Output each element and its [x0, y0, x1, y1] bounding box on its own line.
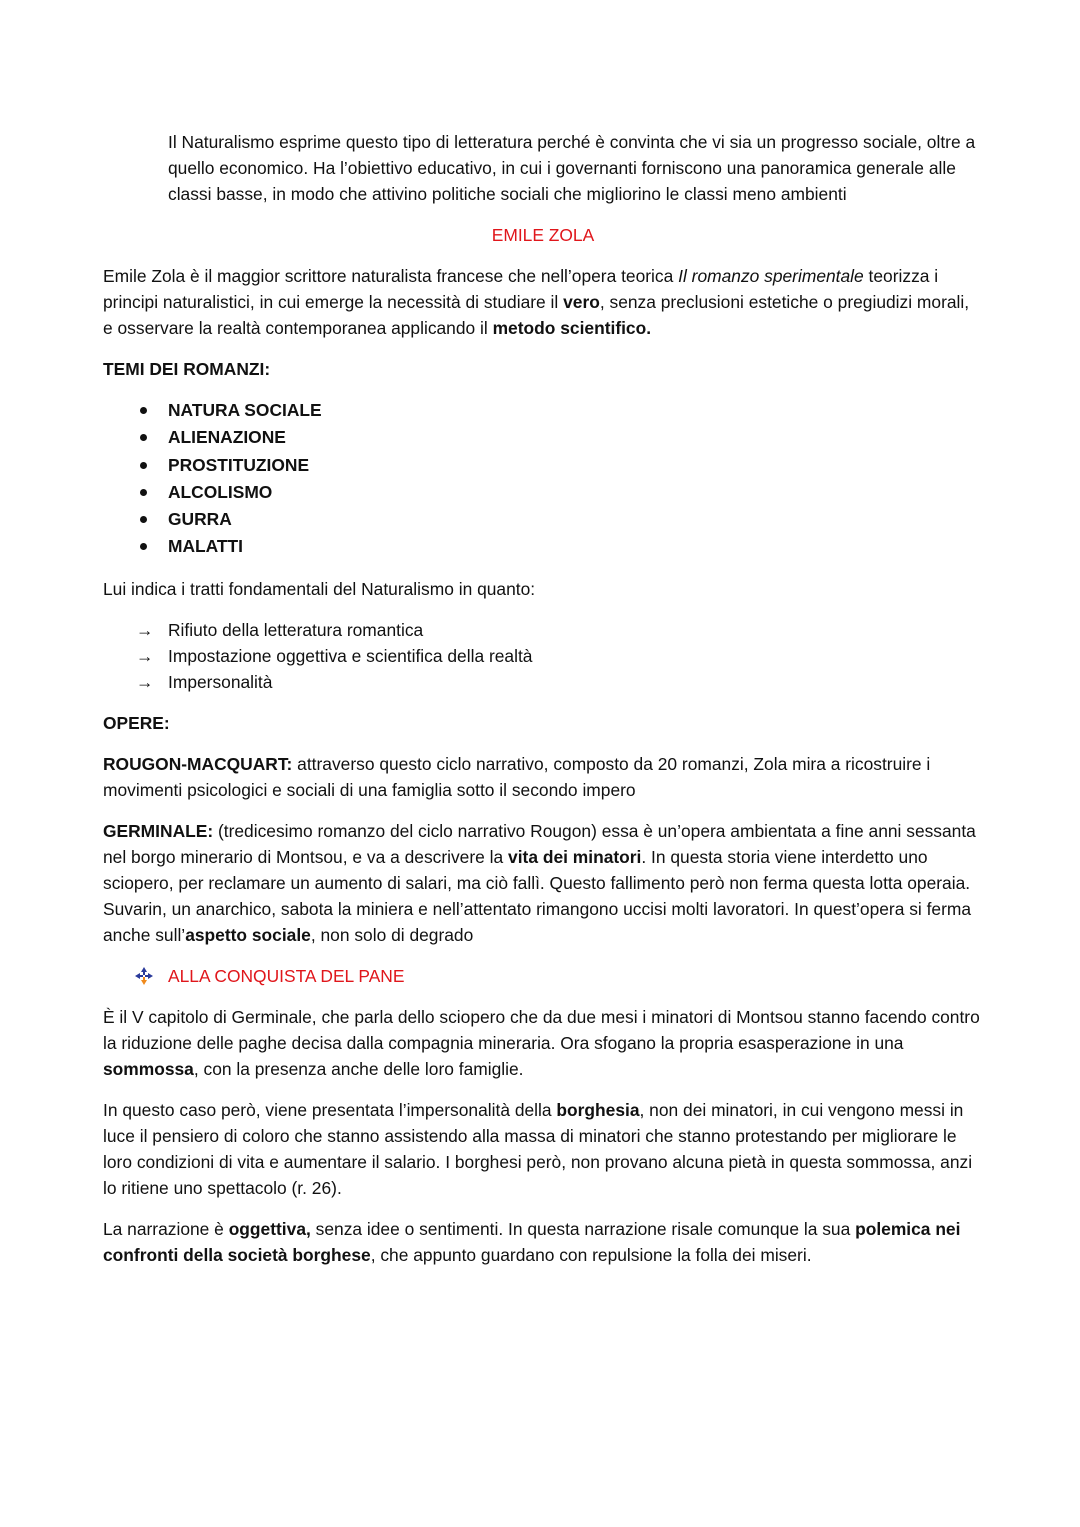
arrow-right-icon: →	[136, 645, 154, 666]
traits-intro: Lui indica i tratti fondamentali del Naturalismo in quanto:	[103, 578, 536, 599]
germinale-paragraph: GERMINALE: (tredicesimo romanzo del ciclo narrativo Rougon) essa è un’opera ambientata a fine anni sessanta nel borgo minerario di Montsou, e va a descrivere la vita dei minatori. In questa storia viene interdetto uno sciopero, per reclamare un aumento di salari, ma ciò fallì. Questo fallimento però non ferma questa lotta operaia. Suvarin, un anarchico, sabota la miniera e nell’attentato rimangono uccisi molti lavoratori. In quest’opera si ferma anche sull’aspetto sociale, non solo di degrado	[103, 820, 976, 945]
list-item: → Impostazione oggettiva e scientifica della realtà	[103, 643, 983, 669]
arrow-right-icon: →	[136, 619, 154, 640]
bold-term: oggettiva,	[228, 1218, 311, 1239]
themes-heading: TEMI DEI ROMANZI:	[103, 359, 271, 379]
list-item: GURRA	[103, 506, 983, 533]
conquista-paragraph-2: In questo caso però, viene presentata l’impersonalità della borghesia, non dei minatori, in cui vengono messi in luce il pensiero di coloro che stanno assistendo alla massa di minatori che stanno protestando per migliorare le loro condizioni di vita e aumentare il salario. I borghesi però, non provano alcuna pietà in questa sommossa, anzi lo ritiene uno spettacolo (r. 26).	[103, 1099, 973, 1198]
subsection-heading: ALLA CONQUISTA DEL PANE	[103, 963, 983, 989]
conquista-paragraph-1: È il V capitolo di Germinale, che parla dello sciopero che da due mesi i minatori di Montsou stanno facendo contro la riduzione delle paghe decisa dalla compagnia mineraria. Ora sfogano la propria esasperazione in una sommossa, con la presenza anche delle loro famiglie.	[103, 1006, 980, 1079]
traits-list	[103, 617, 983, 695]
bold-term: sommossa	[103, 1058, 194, 1079]
bold-term: vita dei minatori	[508, 846, 642, 867]
works-heading: OPERE:	[103, 712, 170, 733]
zola-paragraph: Emile Zola è il maggior scrittore naturalista francese che nell’opera teorica Il romanzo sperimentale teorizza i principi naturalistici, in cui emerge la necessità di studiare il vero, senza preclusioni estetiche o pregiudizi morali, e osservare la realtà contemporanea applicando il metodo scientifico.	[103, 266, 970, 338]
list-item: → Rifiuto della letteratura romantica	[103, 617, 983, 643]
bold-term: vero	[563, 292, 600, 312]
arrow-right-icon: →	[136, 671, 154, 692]
list-item: → Impersonalità	[103, 669, 983, 695]
document-body	[103, 129, 983, 1283]
list-item: ALIENAZIONE	[103, 424, 983, 451]
intro-paragraph: Il Naturalismo esprime questo tipo di letteratura perché è convinta che vi sia un progresso sociale, oltre a quello economico. Ha l’obiettivo educativo, in cui i governanti forniscono una panoramica generale alle classi basse, in modo che attivino politiche sociali che migliorino le classi meno ambienti	[168, 132, 976, 204]
bold-term: polemica nei confronti della società borghese	[103, 1218, 961, 1265]
conquista-paragraph-3: La narrazione è oggettiva, senza idee o sentimenti. In questa narrazione risale comunque la sua polemica nei confronti della società borghese, che appunto guardano con repulsione la folla dei miseri.	[103, 1218, 961, 1265]
work-label: GERMINALE:	[103, 820, 214, 841]
bold-term: borghesia	[556, 1099, 640, 1120]
list-item: MALATTI	[103, 533, 983, 560]
bold-term: aspetto sociale	[185, 924, 311, 945]
work-label: ROUGON-MACQUART:	[103, 753, 293, 774]
list-item: NATURA SOCIALE	[103, 397, 983, 424]
book-title: Il romanzo sperimentale	[678, 266, 864, 286]
four-arrows-bullet-icon	[135, 967, 153, 985]
bold-term: metodo scientifico.	[492, 318, 652, 338]
rougon-paragraph: ROUGON-MACQUART: attraverso questo ciclo narrativo, composto da 20 romanzi, Zola mira a ricostruire i movimenti psicologici e sociali di una famiglia sotto il secondo impero	[103, 753, 931, 800]
section-title: EMILE ZOLA	[491, 225, 595, 245]
list-item: ALCOLISMO	[103, 479, 983, 506]
list-item: PROSTITUZIONE	[103, 452, 983, 479]
themes-list	[103, 397, 983, 561]
